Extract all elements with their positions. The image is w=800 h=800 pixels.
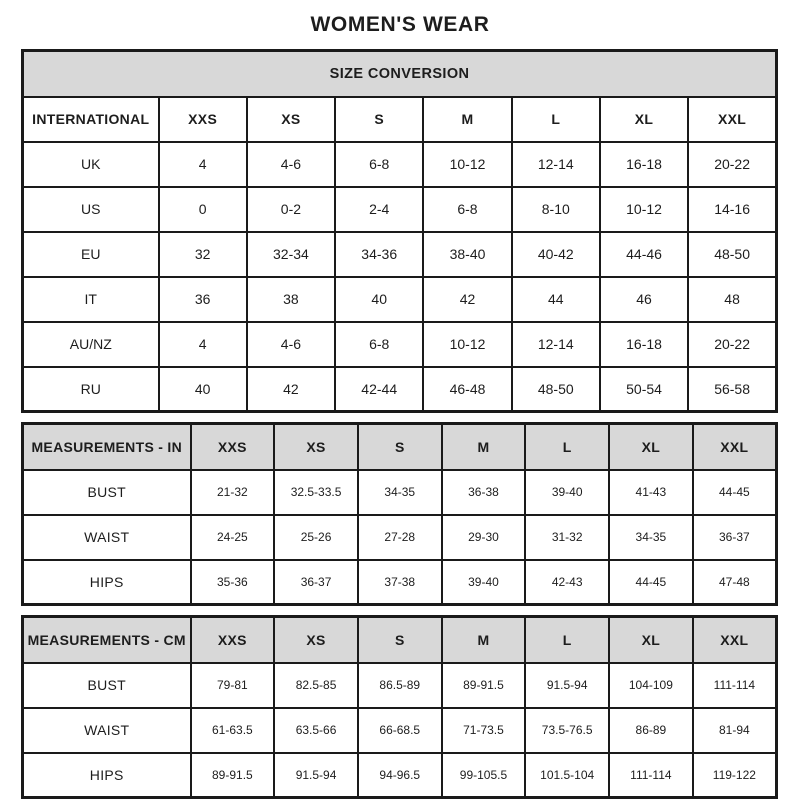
cell-value: 111-114 xyxy=(609,753,693,798)
measurements-in-table xyxy=(21,422,778,606)
table-row xyxy=(23,277,777,322)
table-row xyxy=(23,470,777,515)
cell-value: 89-91.5 xyxy=(191,753,275,798)
cell-value: 38 xyxy=(247,277,335,322)
cell-value: 66-68.5 xyxy=(358,708,442,753)
section-title: SIZE CONVERSION xyxy=(23,51,777,97)
cell-value: 38-40 xyxy=(423,232,511,277)
page-title: WOMEN'S WEAR xyxy=(310,13,490,36)
cell-value: 12-14 xyxy=(512,142,600,187)
cell-value: 10-12 xyxy=(423,142,511,187)
table-row xyxy=(23,708,777,753)
size-conversion-table xyxy=(21,49,778,413)
cell-value: 39-40 xyxy=(442,560,526,605)
cell-value: 32-34 xyxy=(247,232,335,277)
cell-value: 44-45 xyxy=(693,470,777,515)
cell-value: 34-35 xyxy=(358,470,442,515)
cell-value: 50-54 xyxy=(600,367,688,412)
cell-value: 104-109 xyxy=(609,663,693,708)
cell-value: 89-91.5 xyxy=(442,663,526,708)
cell-value: 48-50 xyxy=(512,367,600,412)
cell-value: 48-50 xyxy=(688,232,776,277)
cell-value: 6-8 xyxy=(335,142,423,187)
cell-value: 63.5-66 xyxy=(274,708,358,753)
cell-value: 21-32 xyxy=(191,470,275,515)
cell-value: 42 xyxy=(247,367,335,412)
row-label: UK xyxy=(23,142,159,187)
column-header: S xyxy=(335,97,423,142)
column-header: XXL xyxy=(688,97,776,142)
cell-value: 39-40 xyxy=(525,470,609,515)
cell-value: 29-30 xyxy=(442,515,526,560)
cell-value: 37-38 xyxy=(358,560,442,605)
cell-value: 73.5-76.5 xyxy=(525,708,609,753)
row-label-column-header: INTERNATIONAL xyxy=(23,97,159,142)
cell-value: 10-12 xyxy=(423,322,511,367)
column-header: L xyxy=(525,617,609,663)
measurements-cm-table-body xyxy=(23,617,777,798)
cell-value: 14-16 xyxy=(688,187,776,232)
table-row xyxy=(23,187,777,232)
cell-value: 12-14 xyxy=(512,322,600,367)
cell-value: 82.5-85 xyxy=(274,663,358,708)
table-row xyxy=(23,753,777,798)
measurements-cm-table xyxy=(21,615,778,799)
cell-value: 86-89 xyxy=(609,708,693,753)
column-header: XL xyxy=(600,97,688,142)
column-header: XS xyxy=(274,617,358,663)
column-header: M xyxy=(442,617,526,663)
cell-value: 44 xyxy=(512,277,600,322)
cell-value: 101.5-104 xyxy=(525,753,609,798)
cell-value: 42-44 xyxy=(335,367,423,412)
cell-value: 35-36 xyxy=(191,560,275,605)
cell-value: 41-43 xyxy=(609,470,693,515)
cell-value: 6-8 xyxy=(423,187,511,232)
column-header: XXS xyxy=(191,617,275,663)
section-title: MEASUREMENTS - CM xyxy=(23,617,191,663)
column-header: XXS xyxy=(159,97,247,142)
cell-value: 91.5-94 xyxy=(525,663,609,708)
cell-value: 4-6 xyxy=(247,142,335,187)
cell-value: 34-36 xyxy=(335,232,423,277)
table-row xyxy=(23,367,777,412)
cell-value: 36-37 xyxy=(274,560,358,605)
table-row xyxy=(23,322,777,367)
cell-value: 31-32 xyxy=(525,515,609,560)
cell-value: 91.5-94 xyxy=(274,753,358,798)
measurements-in-table-body xyxy=(23,424,777,605)
row-label: BUST xyxy=(23,663,191,708)
column-header: L xyxy=(525,424,609,470)
table-row xyxy=(23,663,777,708)
cell-value: 0 xyxy=(159,187,247,232)
row-label: EU xyxy=(23,232,159,277)
cell-value: 44-45 xyxy=(609,560,693,605)
cell-value: 99-105.5 xyxy=(442,753,526,798)
section-title: MEASUREMENTS - IN xyxy=(23,424,191,470)
row-label: WAIST xyxy=(23,515,191,560)
cell-value: 42 xyxy=(423,277,511,322)
cell-value: 119-122 xyxy=(693,753,777,798)
cell-value: 61-63.5 xyxy=(191,708,275,753)
cell-value: 47-48 xyxy=(693,560,777,605)
size-conversion-table-body xyxy=(23,51,777,412)
table-row xyxy=(23,560,777,605)
column-header: XXL xyxy=(693,424,777,470)
row-label: AU/NZ xyxy=(23,322,159,367)
cell-value: 4-6 xyxy=(247,322,335,367)
column-header: S xyxy=(358,424,442,470)
cell-value: 27-28 xyxy=(358,515,442,560)
row-label: WAIST xyxy=(23,708,191,753)
cell-value: 46 xyxy=(600,277,688,322)
column-header: XS xyxy=(274,424,358,470)
cell-value: 71-73.5 xyxy=(442,708,526,753)
column-header: XL xyxy=(609,424,693,470)
row-label: HIPS xyxy=(23,753,191,798)
cell-value: 79-81 xyxy=(191,663,275,708)
cell-value: 86.5-89 xyxy=(358,663,442,708)
cell-value: 44-46 xyxy=(600,232,688,277)
section-header-row xyxy=(23,51,777,97)
cell-value: 40-42 xyxy=(512,232,600,277)
row-label: BUST xyxy=(23,470,191,515)
table-row xyxy=(23,232,777,277)
cell-value: 2-4 xyxy=(335,187,423,232)
cell-value: 0-2 xyxy=(247,187,335,232)
column-header: L xyxy=(512,97,600,142)
column-header: XXS xyxy=(191,424,275,470)
column-header: XL xyxy=(609,617,693,663)
cell-value: 16-18 xyxy=(600,322,688,367)
column-header: XXL xyxy=(693,617,777,663)
cell-value: 8-10 xyxy=(512,187,600,232)
cell-value: 56-58 xyxy=(688,367,776,412)
column-header: M xyxy=(423,97,511,142)
column-header: XS xyxy=(247,97,335,142)
cell-value: 46-48 xyxy=(423,367,511,412)
cell-value: 4 xyxy=(159,142,247,187)
cell-value: 40 xyxy=(159,367,247,412)
column-header: M xyxy=(442,424,526,470)
cell-value: 34-35 xyxy=(609,515,693,560)
column-header: S xyxy=(358,617,442,663)
cell-value: 40 xyxy=(335,277,423,322)
table-row xyxy=(23,515,777,560)
cell-value: 36-38 xyxy=(442,470,526,515)
cell-value: 81-94 xyxy=(693,708,777,753)
cell-value: 10-12 xyxy=(600,187,688,232)
cell-value: 16-18 xyxy=(600,142,688,187)
cell-value: 36-37 xyxy=(693,515,777,560)
row-label: US xyxy=(23,187,159,232)
cell-value: 48 xyxy=(688,277,776,322)
cell-value: 32 xyxy=(159,232,247,277)
cell-value: 32.5-33.5 xyxy=(274,470,358,515)
cell-value: 24-25 xyxy=(191,515,275,560)
cell-value: 25-26 xyxy=(274,515,358,560)
cell-value: 94-96.5 xyxy=(358,753,442,798)
cell-value: 42-43 xyxy=(525,560,609,605)
cell-value: 111-114 xyxy=(693,663,777,708)
table-row xyxy=(23,142,777,187)
cell-value: 20-22 xyxy=(688,142,776,187)
row-label: IT xyxy=(23,277,159,322)
cell-value: 6-8 xyxy=(335,322,423,367)
row-label: RU xyxy=(23,367,159,412)
column-header-row xyxy=(23,424,777,470)
cell-value: 4 xyxy=(159,322,247,367)
row-label: HIPS xyxy=(23,560,191,605)
column-header-row xyxy=(23,97,777,142)
column-header-row xyxy=(23,617,777,663)
cell-value: 36 xyxy=(159,277,247,322)
cell-value: 20-22 xyxy=(688,322,776,367)
